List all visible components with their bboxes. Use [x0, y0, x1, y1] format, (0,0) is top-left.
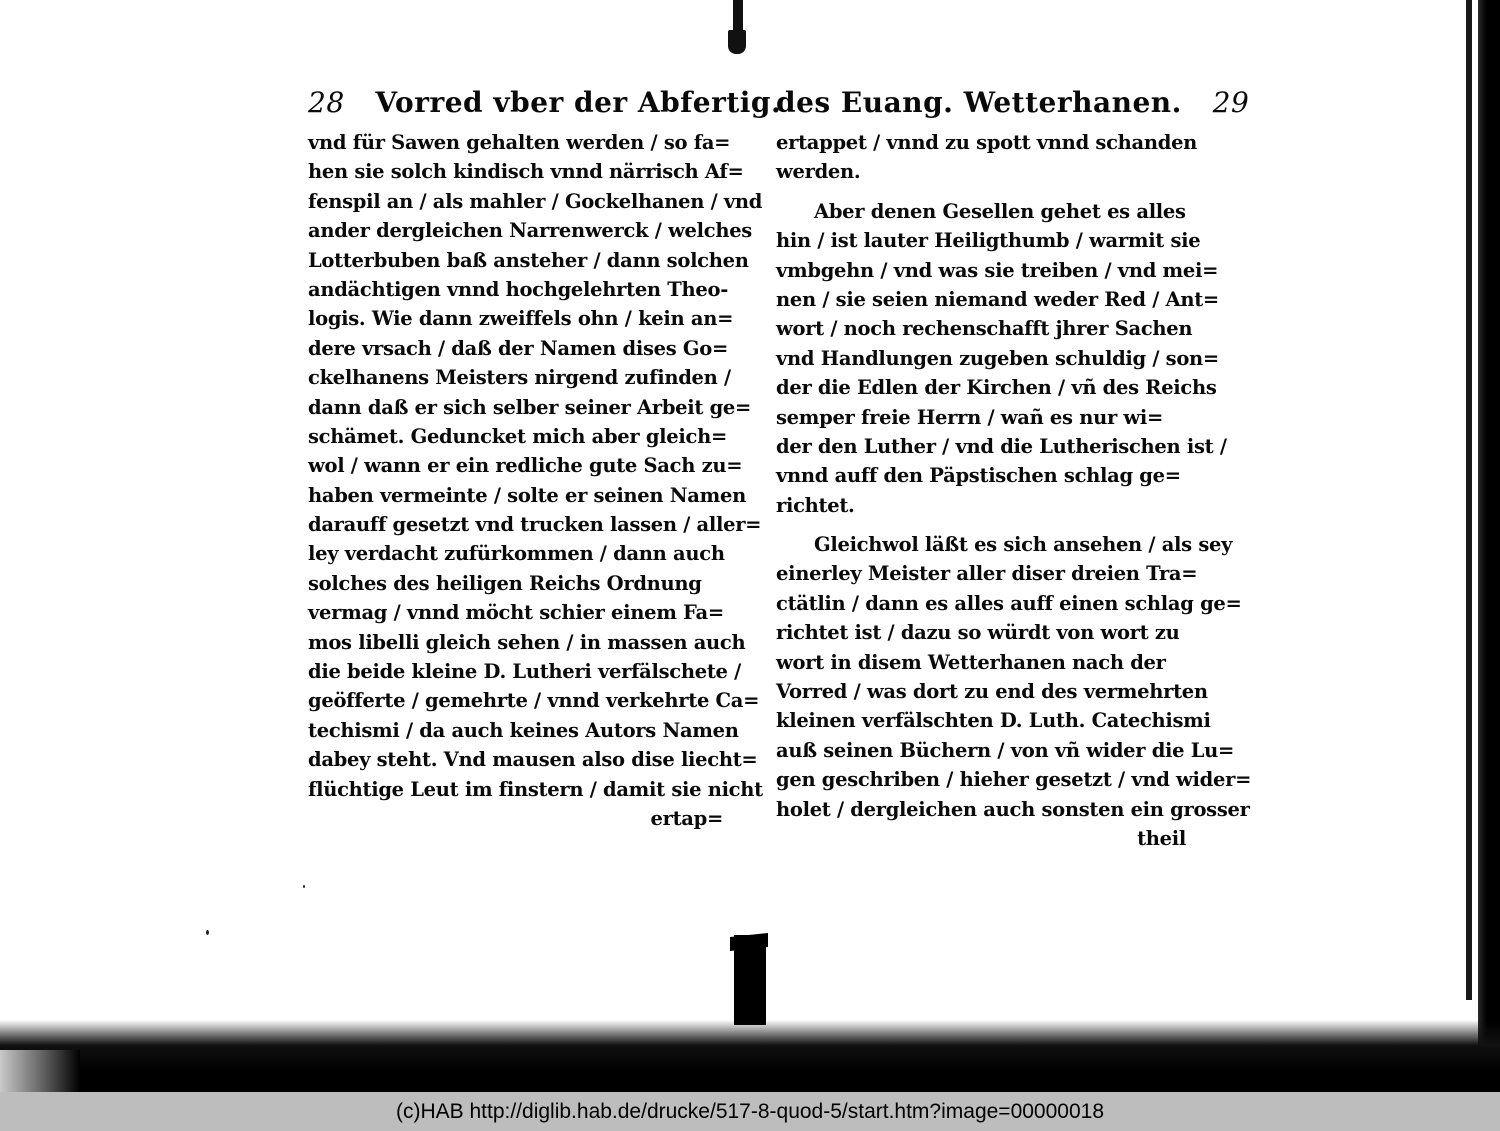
paragraph-start-line: Aber denen Gesellen gehet es alles — [814, 199, 1186, 223]
text-line: haben vermeinte / solte er seinen Namen — [308, 483, 746, 507]
right-page — [776, 86, 1252, 853]
text-line: auß seinen Büchern / von vñ wider die Lu= — [776, 738, 1235, 762]
text-line: vnd für Sawen gehalten werden / so fa= — [308, 131, 731, 154]
text-line: wol / wann er ein redliche gute Sach zu= — [308, 454, 743, 478]
text-line: richtet. — [776, 493, 855, 517]
text-line: mos libelli gleich sehen / in massen auch — [308, 630, 746, 654]
left-text-block — [308, 128, 763, 833]
text-line: Vorred / was dort zu end des vermehrten — [776, 680, 1208, 704]
text-line: der die Edlen der Kirchen / vñ des Reichs — [776, 376, 1217, 400]
text-line: kleinen verfälschten D. Luth. Catechismi — [776, 709, 1211, 733]
catchword: theil — [1137, 826, 1186, 850]
source-url-bar: (c)HAB http://diglib.hab.de/drucke/517-8-quod-5/start.htm?image=00000018 — [0, 1092, 1500, 1131]
right-running-head — [776, 86, 1250, 124]
text-line: vnd Handlungen zugeben schuldig / son= — [776, 346, 1219, 370]
text-line: Lotterbuben baß ansteher / dann solchen — [308, 248, 749, 272]
paragraph-start-line: Gleichwol läßt es sich ansehen / als sey — [814, 533, 1233, 557]
text-line: darauff gesetzt vnd trucken lassen / aller= — [308, 513, 762, 537]
text-line: dann daß er sich selber seiner Arbeit ge= — [308, 395, 752, 419]
text-line: fenspil an / als mahler / Gockelhanen / vnd — [308, 189, 763, 213]
scan-edge-right-inner — [1466, 0, 1472, 1000]
dust-speck — [206, 930, 209, 935]
right-text-block — [776, 128, 1252, 853]
text-line: einerley Meister aller diser dreien Tra= — [776, 562, 1198, 586]
left-page-number: 28 — [308, 86, 345, 119]
text-line: dabey steht. Vnd mausen also dise liecht= — [308, 748, 758, 772]
text-line: der den Luther / vnd die Lutherischen ist / — [776, 434, 1227, 458]
scan-edge-bottom-left — [0, 1050, 80, 1092]
text-line: vnnd auff den Päpstischen schlag ge= — [776, 464, 1181, 488]
text-line: wort in disem Wetterhanen nach der — [776, 650, 1166, 674]
dust-speck — [303, 885, 305, 888]
text-line: ander dergleichen Narrenwerck / welches — [308, 219, 752, 243]
text-line: techismi / da auch keines Autors Namen — [308, 718, 739, 742]
text-line: solches des heiligen Reichs Ordnung — [308, 571, 702, 595]
text-line: flüchtige Leut im finstern / damit sie nicht — [308, 777, 763, 801]
text-line: werden. — [776, 160, 861, 184]
text-line: richtet ist / dazu so würdt von wort zu — [776, 621, 1180, 645]
scan-edge-right — [1478, 0, 1500, 1092]
scan-edge-bottom — [0, 1020, 1500, 1092]
text-line: logis. Wie dann zweiffels ohn / kein an= — [308, 307, 734, 331]
right-page-number: 29 — [1212, 86, 1250, 119]
text-line: vmbgehn / vnd was sie treiben / vnd mei= — [776, 258, 1219, 282]
text-line: nen / sie seien niemand weder Red / Ant= — [776, 287, 1219, 311]
catchword: ertap= — [650, 806, 723, 830]
text-line: ctätlin / dann es alles auff einen schlag ge= — [776, 591, 1242, 615]
text-line: ckelhanens Meisters nirgend zufinden / — [308, 366, 731, 390]
text-line: geöfferte / gemehrte / vnnd verkehrte Ca= — [308, 689, 760, 713]
text-line: andächtigen vnnd hochgelehrten Theo- — [308, 277, 728, 301]
right-running-title: des Euang. Wetterhanen. — [776, 86, 1182, 119]
text-line: die beide kleine D. Lutheri verfälschete / — [308, 660, 741, 684]
gutter-mark-top-tip — [728, 30, 746, 54]
text-line: hin / ist lauter Heiligthumb / warmit sie — [776, 229, 1201, 253]
text-line: ley verdacht zufürkommen / dann auch — [308, 542, 725, 566]
text-line: vermag / vnnd möcht schier einem Fa= — [308, 601, 724, 625]
text-line: hen sie solch kindisch vnnd närrisch Af= — [308, 160, 744, 184]
text-line: dere vrsach / daß der Namen dises Go= — [308, 336, 729, 360]
text-line: semper freie Herrn / wañ es nur wi= — [776, 405, 1164, 429]
left-running-head — [308, 86, 782, 124]
text-line: holet / dergleichen auch sonsten ein grosser — [776, 797, 1250, 821]
text-line: schämet. Geduncket mich aber gleich= — [308, 424, 727, 448]
left-running-title: Vorred vber der Abfertig. — [375, 86, 782, 119]
left-page — [308, 86, 782, 833]
text-line: wort / noch rechenschafft jhrer Sachen — [776, 317, 1193, 341]
text-line: gen geschriben / hieher gesetzt / vnd wider= — [776, 768, 1252, 792]
text-line: ertappet / vnnd zu spott vnnd schanden — [776, 131, 1198, 154]
